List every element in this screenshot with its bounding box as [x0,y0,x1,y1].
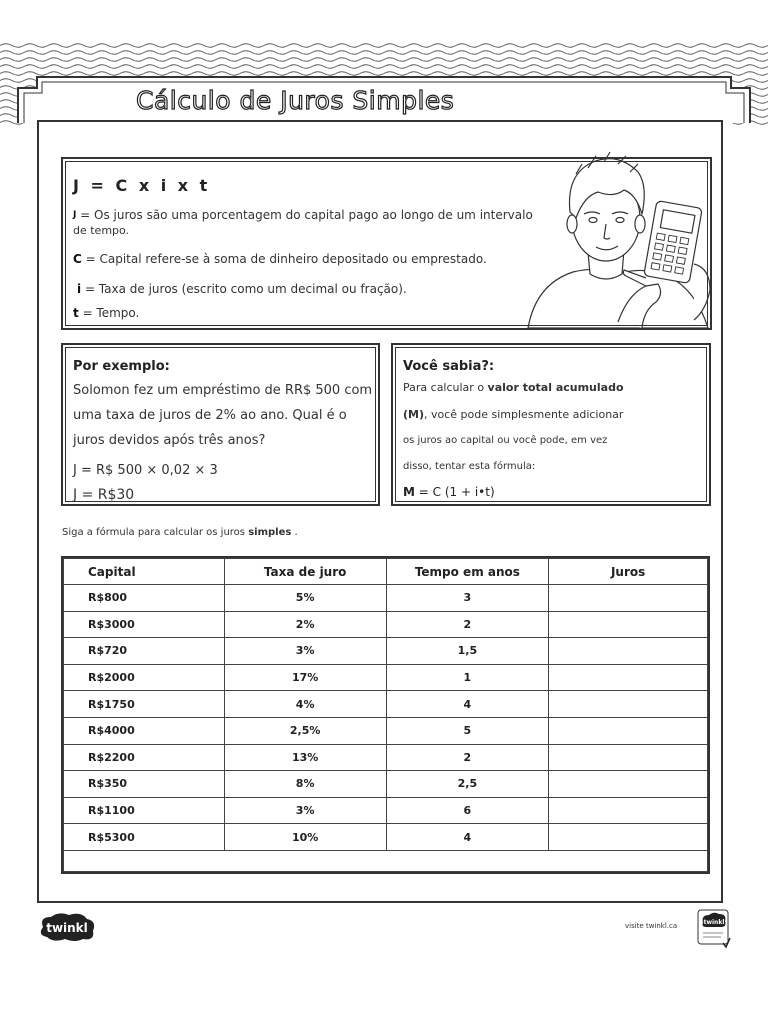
definition-text: = Tempo. [78,306,140,320]
total-amount-term: valor total acumulado [487,381,624,394]
interest-cell[interactable] [549,797,708,824]
column-header-capital: Capital [64,559,225,585]
rate-cell: 17% [224,664,386,691]
time-cell: 1,5 [386,638,549,665]
capital-cell: R$350 [64,771,225,798]
capital-cell: R$720 [64,638,225,665]
did-you-know-line-4: disso, tentar esta fórmula: [403,461,536,472]
twinkl-logo-icon [37,911,97,943]
logo-text: twinkl [46,921,88,935]
table-row [64,691,708,718]
table-row [64,824,708,851]
interest-cell[interactable] [549,691,708,718]
interest-cell[interactable] [549,744,708,771]
page-title: Cálculo de Juros Simples [136,86,455,115]
interest-cell[interactable] [549,664,708,691]
definition-text: = Capital refere-se à soma de dinheiro depositado ou emprestado. [81,252,487,266]
rate-cell: 13% [224,744,386,771]
definition-c [73,251,487,267]
interest-cell[interactable] [549,717,708,744]
did-you-know-line-3: os juros ao capital ou você pode, em vez [403,435,608,446]
capital-cell: R$2200 [64,744,225,771]
capital-cell: R$1100 [64,797,225,824]
rate-cell: 3% [224,638,386,665]
table-header-row [64,559,708,585]
table-blank-row [64,850,708,871]
interest-cell[interactable] [549,611,708,638]
time-cell: 2 [386,744,549,771]
rate-cell: 8% [224,771,386,798]
definition-term: t [73,306,79,320]
instruction-emphasis: simples [248,527,292,538]
did-you-know-line-2 [403,408,623,421]
interest-cell[interactable] [549,585,708,612]
rate-cell: 3% [224,797,386,824]
example-calculation: J = R$ 500 × 0,02 × 3 [73,463,218,478]
definition-term: J [73,210,77,220]
column-header-interest: Juros [549,559,708,585]
definition-term: C [73,252,82,266]
definition-t [73,305,139,321]
table-row [64,771,708,798]
capital-cell: R$4000 [64,717,225,744]
table-row [64,717,708,744]
definition-text: = Taxa de juros (escrito como um decimal ou fração). [81,282,407,296]
interest-cell[interactable] [549,638,708,665]
table-row [64,664,708,691]
table-row [64,611,708,638]
exercise-table-wrapper [61,556,710,874]
rate-cell: 10% [224,824,386,851]
table-row [64,585,708,612]
capital-cell: R$3000 [64,611,225,638]
time-cell: 2 [386,611,549,638]
did-you-know-box [391,343,711,506]
formula-title: J = C x i x t [73,176,211,195]
table-row [64,638,708,665]
capital-cell: R$800 [64,585,225,612]
example-heading: Por exemplo: [73,359,170,374]
definition-i [77,281,407,297]
table-row [64,797,708,824]
rate-cell: 2% [224,611,386,638]
did-you-know-heading: Você sabia?: [403,359,495,374]
column-header-time: Tempo em anos [386,559,549,585]
did-you-know-text: , você pode simplesmente adicionar [424,408,624,421]
interest-cell[interactable] [549,824,708,851]
m-term: M [403,485,415,499]
definition-j-continued: de tempo. [73,224,130,237]
example-result: J = R$30 [73,487,135,503]
example-text-line-2: uma taxa de juros de 2% ao ano. Qual é o [73,408,347,423]
rate-cell: 2,5% [224,717,386,744]
rate-cell: 4% [224,691,386,718]
did-you-know-text: Para calcular o [403,381,488,394]
instruction-part: . [291,527,298,538]
visit-website-text: visite twinkl.ca [625,922,678,930]
definition-term: i [77,282,82,296]
badge-text: twinkl [703,919,725,926]
example-text-line-1: Solomon fez um empréstimo de RR$ 500 com [73,383,373,398]
definition-j [73,207,533,223]
time-cell: 2,5 [386,771,549,798]
did-you-know-line-1 [403,381,624,394]
column-header-rate: Taxa de juro [224,559,386,585]
time-cell: 6 [386,797,549,824]
interest-cell[interactable] [549,771,708,798]
time-cell: 4 [386,691,549,718]
time-cell: 4 [386,824,549,851]
did-you-know-formula [403,485,495,499]
example-text-line-3: juros devidos após três anos? [73,433,266,448]
blank-cell [64,850,708,871]
m-term: (M) [403,408,425,421]
capital-cell: R$1750 [64,691,225,718]
instruction-part: Siga a fórmula para calcular os juros [62,527,249,538]
formula-text: = C (1 + i•t) [414,485,495,499]
exercise-table [63,558,708,872]
twinkl-quality-badge-icon [697,909,731,949]
time-cell: 1 [386,664,549,691]
instruction-text [62,527,298,538]
table-row [64,744,708,771]
formula-box [61,157,712,330]
rate-cell: 5% [224,585,386,612]
boy-with-calculator-illustration [518,134,714,330]
capital-cell: R$5300 [64,824,225,851]
time-cell: 3 [386,585,549,612]
time-cell: 5 [386,717,549,744]
example-box [61,343,380,506]
definition-text: = Os juros são uma porcentagem do capital pago ao longo de um intervalo [76,208,533,222]
capital-cell: R$2000 [64,664,225,691]
